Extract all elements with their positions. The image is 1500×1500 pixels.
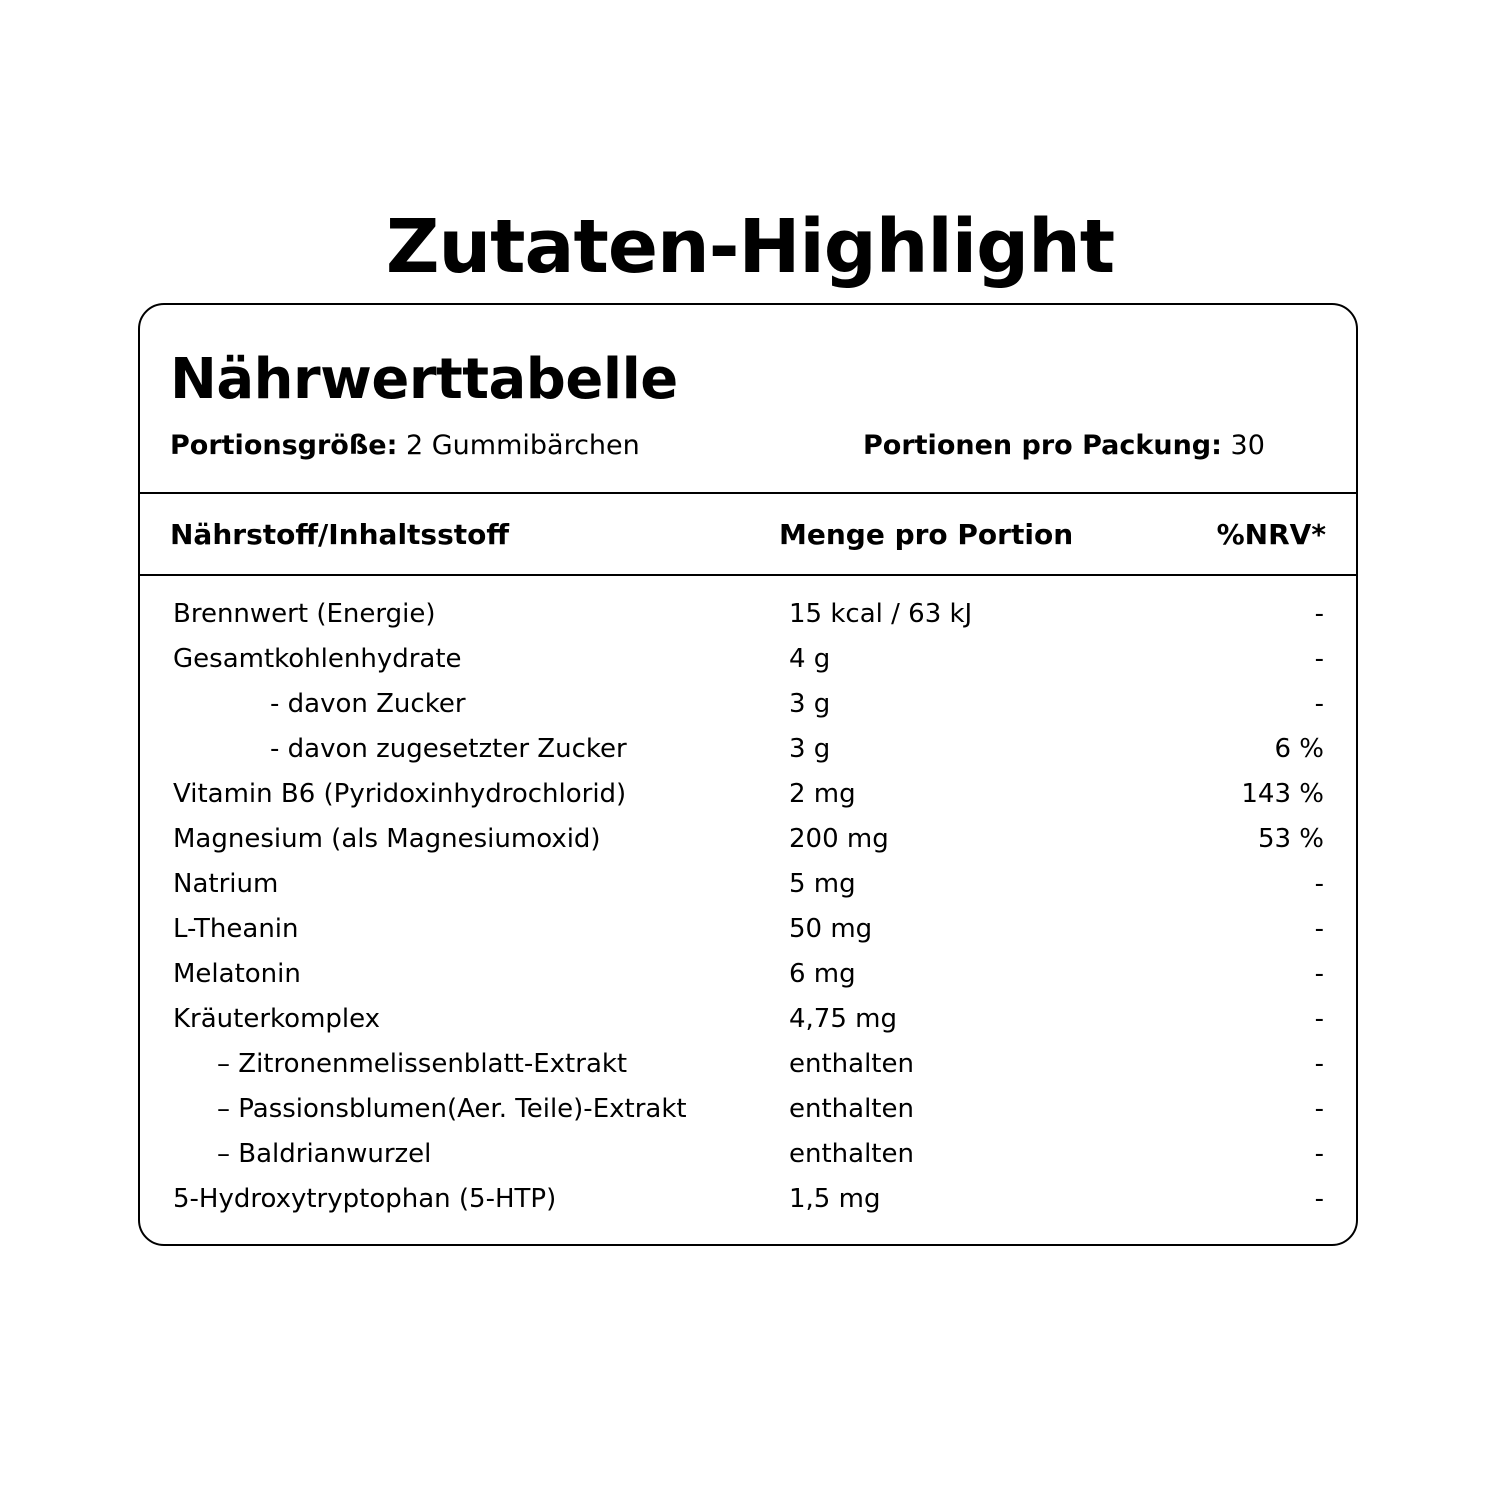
nutrient-nrv: - [1314, 644, 1324, 674]
nutrient-name: - davon zugesetzter Zucker [270, 734, 627, 764]
nutrient-name: Melatonin [173, 959, 301, 989]
table-row [140, 732, 1356, 777]
nutrient-amount: 50 mg [789, 914, 873, 944]
nutrient-nrv: - [1314, 914, 1324, 944]
nutrient-amount: 200 mg [789, 824, 889, 854]
nutrient-amount: 4,75 mg [789, 1004, 897, 1034]
page-title: Zutaten-Highlight [385, 203, 1115, 290]
nutrient-name: Brennwert (Energie) [173, 599, 436, 629]
nutrient-amount: enthalten [789, 1139, 914, 1169]
nutrient-nrv: - [1314, 689, 1324, 719]
nutrient-name: – Zitronenmelissenblatt-Extrakt [217, 1049, 628, 1079]
table-row [140, 642, 1356, 687]
serving-size-label: Portionsgröße: [170, 430, 398, 461]
table-row [140, 1047, 1356, 1092]
table-row [140, 1182, 1356, 1227]
table-row [140, 687, 1356, 732]
nutrient-nrv: - [1314, 599, 1324, 629]
nutrient-name: Vitamin B6 (Pyridoxinhydrochlorid) [173, 779, 627, 809]
table-row [140, 777, 1356, 822]
servings-per-pack-value: 30 [1230, 430, 1265, 461]
nutrient-amount: 1,5 mg [789, 1184, 881, 1214]
table-row [140, 822, 1356, 867]
table-row [140, 1137, 1356, 1182]
column-header-nutrient: Nährstoff/Inhaltsstoff [170, 518, 510, 551]
table-row [140, 957, 1356, 1002]
column-header-amount: Menge pro Portion [779, 518, 1074, 551]
nutrient-amount: 2 mg [789, 779, 856, 809]
nutrient-amount: 4 g [789, 644, 831, 674]
divider-header [140, 574, 1356, 576]
nutrient-name: Kräuterkomplex [173, 1004, 381, 1034]
table-row [140, 1092, 1356, 1137]
nutrient-name: 5-Hydroxytryptophan (5-HTP) [173, 1184, 557, 1214]
nutrient-amount: 15 kcal / 63 kJ [789, 599, 973, 629]
nutrient-name: Gesamtkohlenhydrate [173, 644, 462, 674]
serving-size [170, 429, 640, 463]
nutrient-nrv: 53 % [1257, 824, 1324, 854]
nutrient-nrv: - [1314, 959, 1324, 989]
nutrient-amount: 3 g [789, 689, 831, 719]
nutrient-nrv: - [1314, 1004, 1324, 1034]
nutrient-amount: enthalten [789, 1094, 914, 1124]
nutrient-nrv: - [1314, 1049, 1324, 1079]
table-title: Nährwerttabelle [170, 347, 678, 412]
nutrient-name: – Passionsblumen(Aer. Teile)-Extrakt [217, 1094, 687, 1124]
servings-per-pack [863, 429, 1265, 463]
nutrient-name: L-Theanin [173, 914, 299, 944]
nutrient-nrv: - [1314, 1094, 1324, 1124]
nutrient-amount: 5 mg [789, 869, 856, 899]
nutrient-name: - davon Zucker [270, 689, 466, 719]
nutrient-nrv: 6 % [1274, 734, 1324, 764]
table-row [140, 1002, 1356, 1047]
nutrient-nrv: - [1314, 1184, 1324, 1214]
nutrient-nrv: 143 % [1241, 779, 1324, 809]
nutrient-name: Magnesium (als Magnesiumoxid) [173, 824, 601, 854]
servings-per-pack-label: Portionen pro Packung: [863, 430, 1222, 461]
table-row [140, 912, 1356, 957]
nutrient-amount: 3 g [789, 734, 831, 764]
serving-size-value: 2 Gummibärchen [405, 430, 640, 461]
nutrient-nrv: - [1314, 869, 1324, 899]
nutrient-nrv: - [1314, 1139, 1324, 1169]
nutrient-amount: 6 mg [789, 959, 856, 989]
table-row [140, 867, 1356, 912]
nutrient-name: – Baldrianwurzel [217, 1139, 432, 1169]
table-row [140, 597, 1356, 642]
divider-top [140, 492, 1356, 494]
column-header-nrv: %NRV* [1216, 518, 1326, 551]
nutrient-rows [140, 597, 1356, 1227]
nutrient-name: Natrium [173, 869, 279, 899]
nutrient-amount: enthalten [789, 1049, 914, 1079]
nutrition-table-card [138, 303, 1358, 1246]
